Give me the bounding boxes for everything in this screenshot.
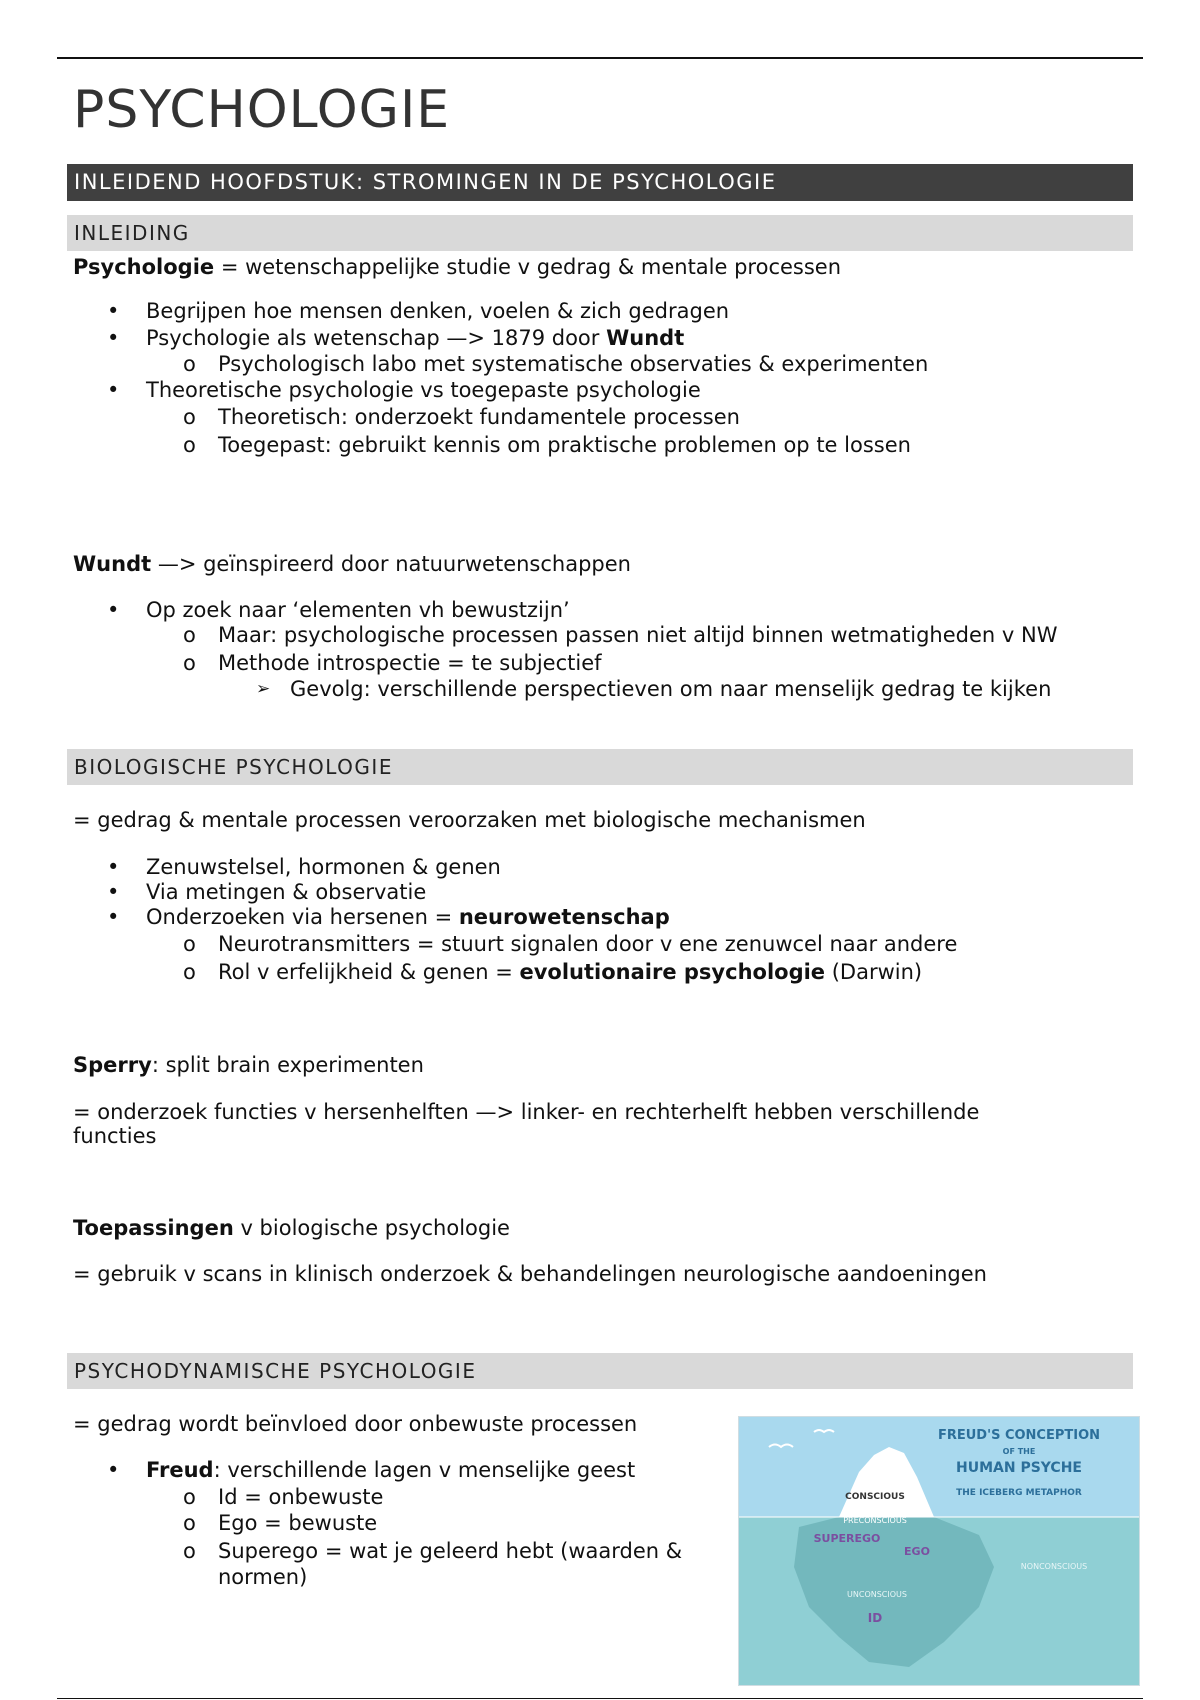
list-item: Maar: psychologische processen passen niet altijd binnen wetmatigheden v NW [218,623,1058,647]
circle-bullet-icon: o [183,1485,196,1509]
term-wundt: Wundt [73,552,152,576]
label-preconscious: PRECONSCIOUS [843,1516,907,1525]
label-id: ID [867,1611,883,1625]
definition-biologisch: = gedrag & mentale processen veroorzaken met biologische mechanismen [73,808,866,832]
figure-title-line2: OF THE [1002,1447,1036,1456]
label-nonconscious: NONCONSCIOUS [1020,1562,1088,1571]
term-toepassingen: Toepassingen [73,1216,234,1240]
arrow-bullet-icon: ➢ [256,679,271,699]
iceberg-figure [738,1416,1140,1686]
list-item: Id = onbewuste [218,1485,384,1509]
list-item: Theoretisch: onderzoekt fundamentele processen [218,405,740,429]
sperry-definition-line2: functies [73,1124,157,1148]
list-item [146,325,684,351]
paragraph-text: —> geïnspireerd door natuurwetenschappen [151,552,631,576]
paragraph-sperry [73,1052,424,1078]
chapter-heading: INLEIDEND HOOFDSTUK: STROMINGEN IN DE PSYCHOLOGIE [67,164,1133,201]
list-item-continuation: normen) [218,1565,308,1589]
top-rule [57,57,1143,59]
paragraph-wundt [73,551,631,577]
list-item-text-after: (Darwin) [825,960,923,984]
list-item: Via metingen & observatie [146,880,427,904]
bottom-rule [57,1698,1143,1699]
bullet-icon: • [107,598,120,622]
list-item [146,904,670,930]
definition-psychodynamisch: = gedrag wordt beïnvloed door onbewuste processen [73,1412,638,1436]
circle-bullet-icon: o [183,932,196,956]
bullet-icon: • [107,1458,120,1482]
definition-psychologie [73,254,841,280]
list-item: Gevolg: verschillende perspectieven om naar menselijk gedrag te kijken [290,677,1052,701]
term-freud: Freud [146,1458,214,1482]
circle-bullet-icon: o [183,651,196,675]
circle-bullet-icon: o [183,352,196,376]
list-item: Toegepast: gebruikt kennis om praktische problemen op te lossen [218,433,911,457]
bullet-icon: • [107,880,120,904]
label-superego: SUPEREGO [813,1532,881,1545]
bullet-icon: • [107,326,120,350]
bullet-icon: • [107,378,120,402]
section-heading-biologisch: BIOLOGISCHE PSYCHOLOGIE [67,749,1133,785]
paragraph-text: : split brain experimenten [151,1053,424,1077]
label-unconscious: UNCONSCIOUS [847,1590,907,1599]
list-item-bold: neurowetenschap [458,905,670,929]
term-psychologie: Psychologie [73,255,215,279]
document-title: PSYCHOLOGIE [73,80,451,140]
list-item-text: Onderzoeken via hersenen = [146,905,459,929]
list-item: Zenuwstelsel, hormonen & genen [146,855,501,879]
list-item-bold: evolutionaire psychologie [519,960,826,984]
list-item: Op zoek naar ‘elementen vh bewustzijn’ [146,598,570,622]
section-heading-psychodynamisch: PSYCHODYNAMISCHE PSYCHOLOGIE [67,1353,1133,1389]
list-item: Begrijpen hoe mensen denken, voelen & zich gedragen [146,299,730,323]
list-item: Superego = wat je geleerd hebt (waarden & [218,1539,683,1563]
list-item-bold: Wundt [606,326,685,350]
list-item: Neurotransmitters = stuurt signalen door v ene zenuwcel naar andere [218,932,958,956]
iceberg-illustration [739,1417,1139,1685]
figure-title-line1: FREUD'S CONCEPTION [937,1428,1101,1443]
definition-text: = wetenschappelijke studie v gedrag & mentale processen [214,255,842,279]
bullet-icon: • [107,905,120,929]
paragraph-toepassingen [73,1215,510,1241]
label-conscious: CONSCIOUS [845,1492,905,1502]
figure-subtitle: THE ICEBERG METAPHOR [956,1488,1082,1498]
circle-bullet-icon: o [183,960,196,984]
list-item [146,1457,635,1483]
list-item: Ego = bewuste [218,1511,378,1535]
paragraph-text: v biologische psychologie [233,1216,510,1240]
circle-bullet-icon: o [183,405,196,429]
section-heading-inleiding: INLEIDING [67,215,1133,251]
circle-bullet-icon: o [183,1511,196,1535]
term-sperry: Sperry [73,1053,152,1077]
circle-bullet-icon: o [183,433,196,457]
list-item-text: : verschillende lagen v menselijke geest [213,1458,636,1482]
sperry-definition-line1: = onderzoek functies v hersenhelften —> linker- en rechterhelft hebben verschillende [73,1100,980,1124]
list-item: Methode introspectie = te subjectief [218,651,602,675]
circle-bullet-icon: o [183,1539,196,1563]
list-item-text: Psychologie als wetenschap —> 1879 door [146,326,607,350]
label-ego: EGO [904,1545,930,1558]
list-item [218,959,922,985]
figure-title-line3: HUMAN PSYCHE [956,1460,1082,1476]
list-item: Theoretische psychologie vs toegepaste psychologie [146,378,701,402]
list-item: Psychologisch labo met systematische observaties & experimenten [218,352,929,376]
list-item-text: Rol v erfelijkheid & genen = [218,960,520,984]
bullet-icon: • [107,299,120,323]
toepassingen-definition: = gebruik v scans in klinisch onderzoek & behandelingen neurologische aandoeningen [73,1262,987,1286]
bullet-icon: • [107,855,120,879]
circle-bullet-icon: o [183,623,196,647]
